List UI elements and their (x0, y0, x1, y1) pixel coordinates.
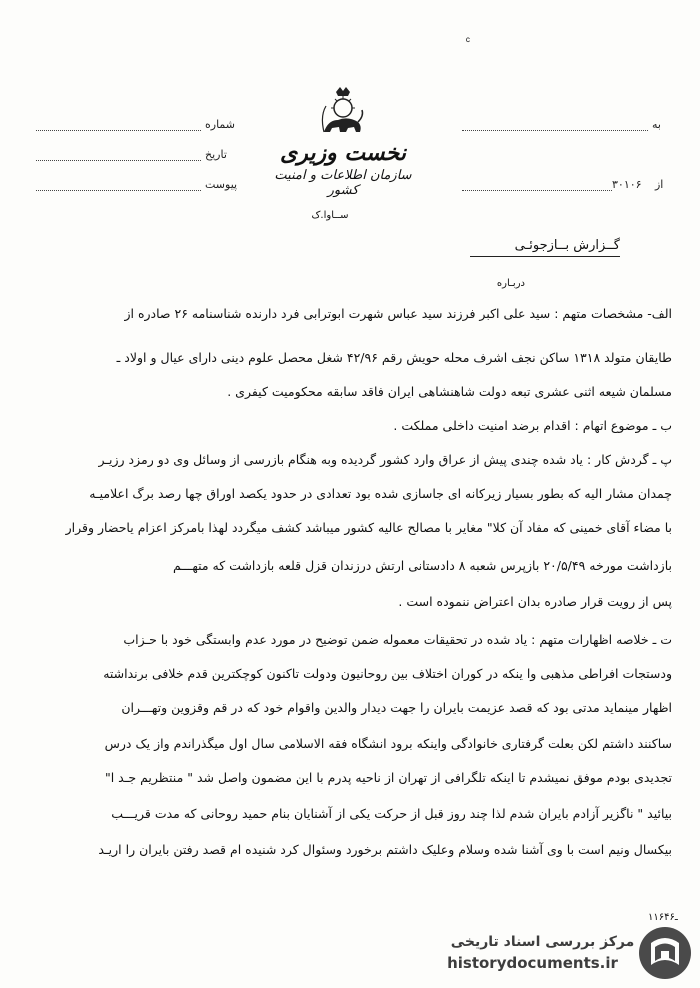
body-line: پس از رویت قرار صادره بدان اعتراض ننموده است . (398, 594, 672, 609)
body-line: الف- مشخصات متهم : سید علی اکبر فرزند سید عباس شهرت ابوترابی فرد دارنده شناسنامه ۲۶ صادره از (124, 306, 672, 321)
watermark-url: historydocuments.ir (447, 954, 618, 972)
body-line: مسلمان شیعه اثنی عشری تبعه دولت شاهنشاهی ایران فاقد سابقه محکومیت کیفری . (227, 384, 672, 399)
report-title: گــزارش بــازجوئـی (514, 238, 620, 253)
body-line: با مضاء آقای خمینی که مفاد آن کلا" مغایر با مصالح عالیه کشور میباشد کشف میگردد لهذا بامرکز اعزام یاحضار وقرار (65, 520, 672, 535)
org-title: نخست وزیری (280, 140, 406, 166)
body-line: ت ـ خلاصه اظهارات متهم : یاد شده در تحقیقات معموله ضمن توضیح در مورد عدم وابستگی خود با حـزاب (123, 632, 672, 647)
watermark-title: مرکز بررسی اسناد تاریخی (450, 934, 635, 950)
from-line (462, 190, 612, 191)
page-code: ۱۱۶ـ۴۶ (648, 912, 678, 923)
org-subtitle: سازمان اطلاعات و امنیت کشور (274, 168, 412, 198)
body-line: اظهار مینماید مدتی بود که قصد عزیمت بایران را جهت دیدار والدین واقوام خود که در قم وقزوین وتهـــران (121, 700, 672, 715)
body-line: پ ـ گردش کار : یاد شده چندی پیش از عراق وارد کشور گردیده وبه هنگام بازرسی از وسائل وی دو رمزد رزیـر (98, 452, 672, 467)
subject-label: دربـاره (496, 278, 525, 289)
to-label: به (652, 118, 661, 131)
body-line: چمدان مشار الیه که بطور بسیار زیرکانه ای جاسازی شده بود تعدادی در حدود یکصد اوراق چها رصد برگ اعلامیـه (89, 486, 672, 501)
date-label: تاریخ (205, 148, 227, 161)
number-line (36, 130, 201, 131)
from-label: از (655, 178, 664, 191)
date-line (36, 160, 201, 161)
to-line (462, 130, 648, 131)
body-line: ساکنند داشتم لکن بعلت گرفتاری خانوادگی واینکه برود انشگاه فقه الاسلامی سال اول میگذراندم واز یک درس (104, 736, 672, 751)
body-line: ودستجات افراطی مذهبی وا ینکه در کوران اختلاف بین روحانیون ودولت تاکنون کوچکترین قدم خلافی برنداشته (103, 666, 672, 681)
attachment-label: پیوست (205, 178, 238, 191)
body-line: بیائید " ناگزیر آزادم بایران شدم لذا چند روز قبل از حرکت یکی از آشنایان بنام حمید روحانی که مدت قریـــب (111, 806, 672, 821)
lion-and-sun-emblem-icon (318, 86, 368, 140)
org-abbrev: ســاوا.ک (311, 210, 349, 221)
body-line: بازداشت مورخه ۲۰/۵/۴۹ بازپرس شعبه ۸ دادستانی ارتش درزندان قزل قلعه بازداشت که متهـــم (173, 558, 672, 573)
body-line: ب ـ موضوع اتهام : اقدام برضد امنیت داخلی مملکت . (393, 418, 672, 433)
number-label: شماره (205, 118, 236, 131)
attachment-line (36, 190, 201, 191)
body-line: طایقان متولد ۱۳۱۸ ساکن نجف اشرف محله حویش رقم ۴۲/۹۶ شغل محصل علوم دینی دارای عیال و اولاد ـ (116, 350, 672, 365)
report-title-underline (470, 256, 620, 257)
archive-logo-icon (637, 925, 693, 981)
from-value: ۳۰۱۰۶ (612, 178, 642, 191)
body-line: بیکسال ونیم است با وی آشنا شده وسلام وعلیک داشتم برخورد وسئوال کرد شنیده ام قصد رفتن بایران را اریـد (98, 842, 672, 857)
body-line: تجدیدی بودم موفق نمیشدم تا اینکه تلگرافی از تهران از ناحیه پدرم با این مضمون واصل شد " منتظریم جـد ا" (104, 770, 672, 785)
